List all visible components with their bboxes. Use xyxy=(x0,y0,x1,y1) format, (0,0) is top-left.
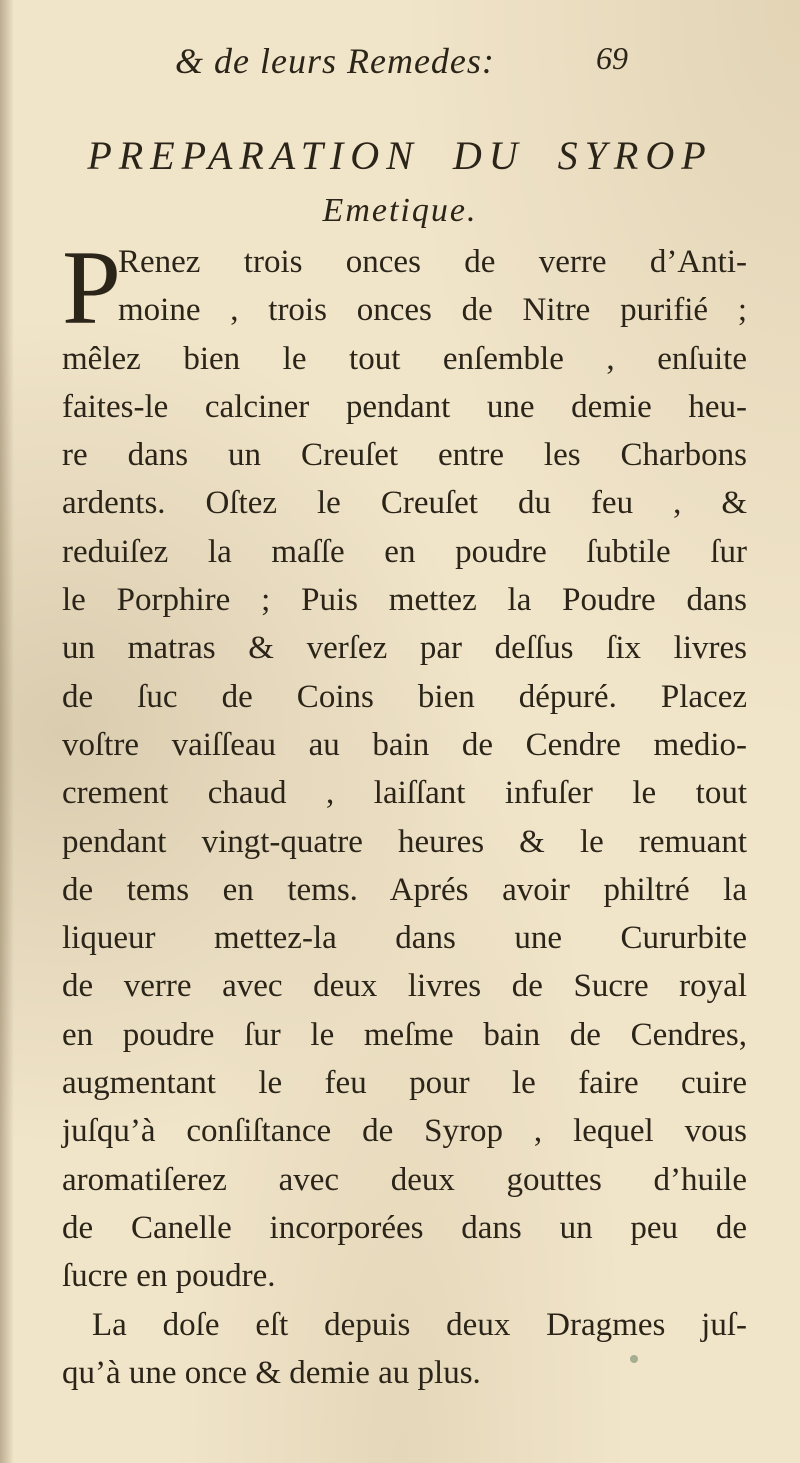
text-line: de tems en tems. Aprés avoir philtré la xyxy=(62,871,747,908)
text-line: mêlez bien le tout enſemble , enſuite xyxy=(62,340,747,377)
text-line: Renez trois onces de verre d’Anti- xyxy=(118,244,747,280)
text-line: pendant vingt-quatre heures & le remuant xyxy=(62,823,747,860)
text-line: faites-le calciner pendant une demie heu- xyxy=(62,388,747,425)
ink-spot xyxy=(630,1355,638,1363)
text-line: de verre avec deux livres de Sucre royal xyxy=(62,968,747,1005)
text-line: de ſuc de Coins bien dépuré. Placez xyxy=(62,678,747,715)
text-line: ardents. Oſtez le Creuſet du feu , & xyxy=(62,485,747,522)
text-line: La doſe eſt depuis deux Dragmes juſ- xyxy=(92,1306,747,1343)
page-number: 69 xyxy=(596,40,628,76)
text-line: le Porphire ; Puis mettez la Poudre dans xyxy=(62,582,747,619)
text-line: qu’à une once & demie au plus. xyxy=(62,1354,481,1391)
text-line: un matras & verſez par deſſus ſix livres xyxy=(62,630,747,667)
running-head: & de leurs Remedes: xyxy=(175,41,495,81)
text-line: re dans un Creuſet entre les Charbons xyxy=(62,437,747,474)
text-line: ſucre en poudre. xyxy=(62,1258,276,1295)
text-line: moine , trois onces de Nitre purifié ; xyxy=(118,292,747,329)
text-line: reduiſez la maſſe en poudre ſubtile ſur xyxy=(62,533,747,570)
drop-cap: P xyxy=(62,229,121,346)
text-line: augmentant le feu pour le faire cuire xyxy=(62,1065,747,1102)
body-text xyxy=(62,229,747,1397)
text-line: crement chaud , laiſſant infuſer le tout xyxy=(62,775,747,812)
text-line: aromatiſerez avec deux gouttes d’huile xyxy=(62,1161,747,1198)
text-line: juſqu’à conſiſtance de Syrop , lequel vous xyxy=(62,1113,747,1150)
section-subtitle: Emetique. xyxy=(322,192,478,229)
text-line: liqueur mettez-la dans une Cururbite xyxy=(62,920,747,957)
section-title: PREPARATION DU SYROP xyxy=(87,133,713,178)
text-line: en poudre ſur le meſme bain de Cendres, xyxy=(62,1016,747,1053)
text-line: voſtre vaiſſeau au bain de Cendre medio- xyxy=(62,726,747,763)
text-line: de Canelle incorporées dans un peu de xyxy=(62,1209,747,1246)
